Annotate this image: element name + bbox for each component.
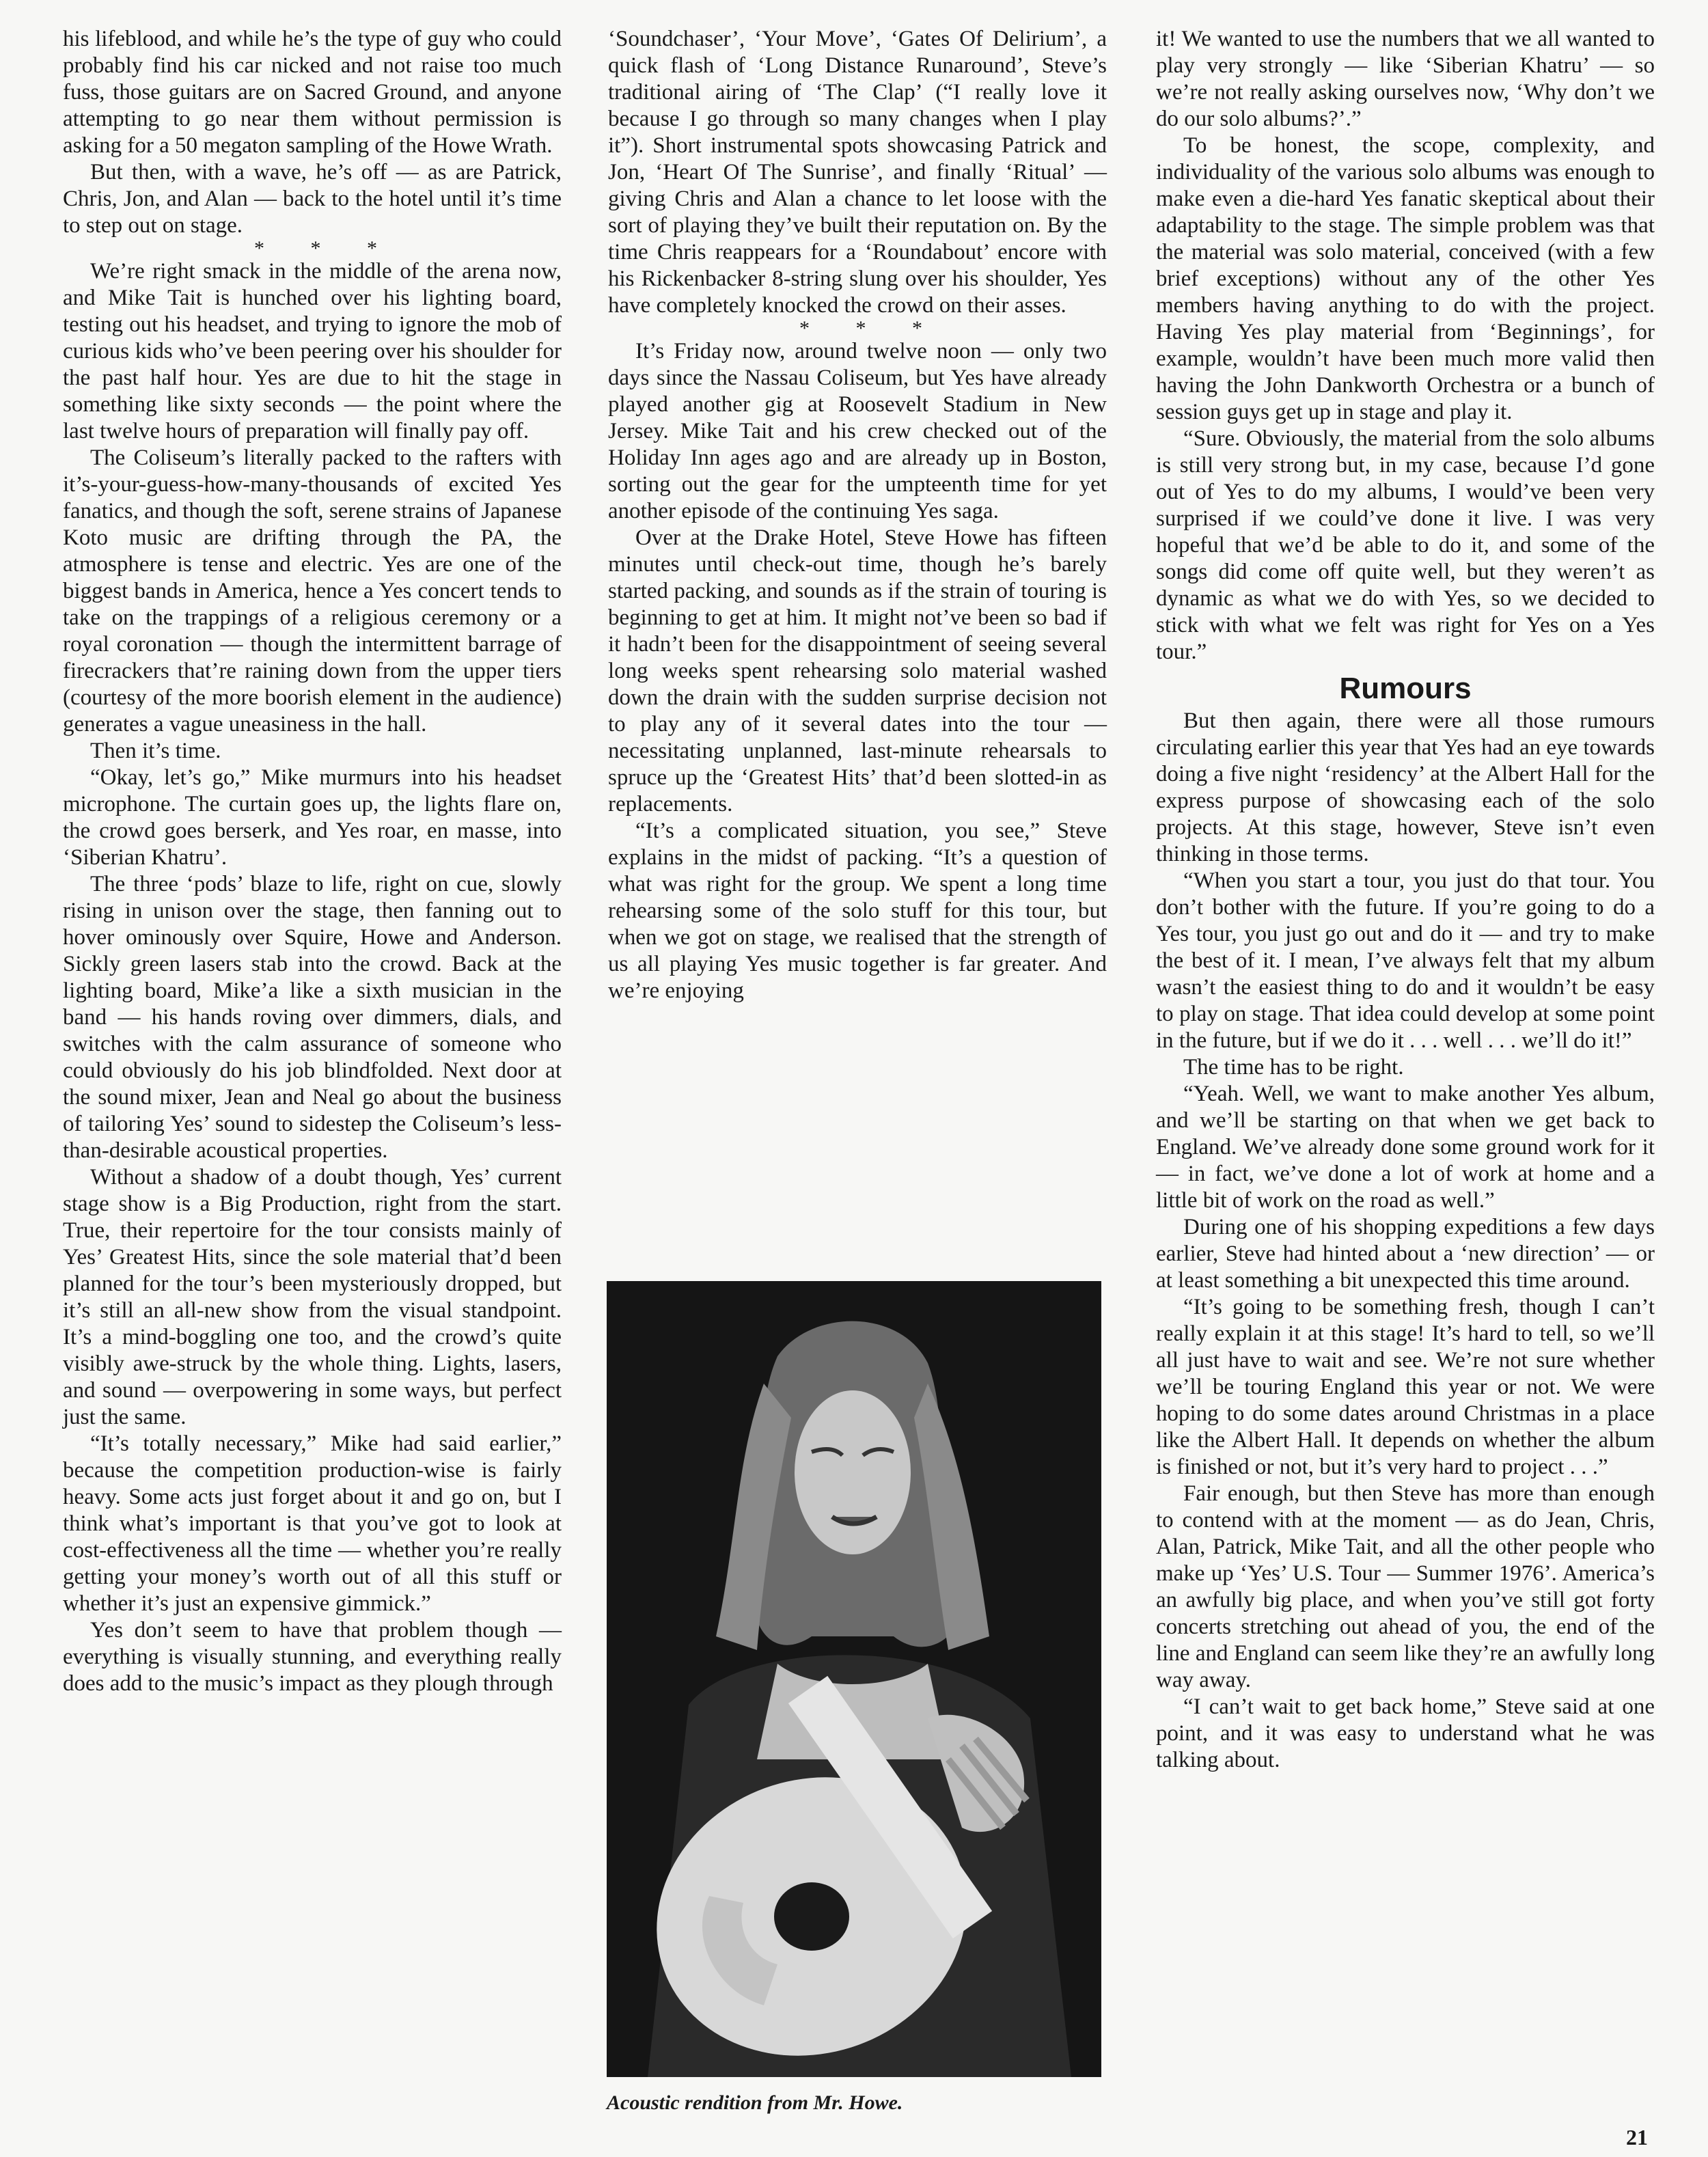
paragraph: But then again, there were all those rumours circulating earlier this year that Yes had an eye towards doing a five night ‘residency’ at the Albert Hall for the express purpose of showcasing each of the solo projects. At this stage, however, Steve isn’t even thinking in those terms. xyxy=(1156,709,1655,866)
paragraph: We’re right smack in the middle of the arena now, and Mike Tait is hunched over his lighting board, testing out his headset, and trying to ignore the mob of curious kids who’ve been peering over his shoulder for the past half hour. Yes are due to hit the stage in something like sixty seconds — the point where the last twelve hours of preparation will finally pay off. xyxy=(63,259,562,443)
paragraph: It’s Friday now, around twelve noon — only two days since the Nassau Coliseum, but Yes have already played another gig at Roosevelt Stadium in New Jersey. Mike Tait and his crew checked out of the Holiday Inn ages ago and are already up in Boston, sorting out the gear for the umpteenth time for yet another episode of the continuing Yes saga. xyxy=(608,339,1107,523)
paragraph: “It’s going to be something fresh, though I can’t really explain it at this stage! It’s hard to tell, so we’ll all just have to wait and see. We’re not sure whether we’ll be touring England this year or not. We were hoping to do some dates around Christmas in a place like the Albert Hall. It depends on whether the album is finished or not, but it’s very hard to project . . .” xyxy=(1156,1295,1655,1479)
paragraph: his lifeblood, and while he’s the type of guy who could probably find his car nicked and not raise too much fuss, those guitars are on Sacred Ground, and anyone attempting to go near them without permission is asking for a 50 megaton sampling of the Howe Wrath. xyxy=(63,27,562,158)
paragraph: “I can’t wait to get back home,” Steve said at one point, and it was easy to understand what he was talking about. xyxy=(1156,1694,1655,1772)
section-break: * * * xyxy=(799,317,943,340)
paragraph: “Yeah. Well, we want to make another Yes album, and we’ll be starting on that when we get back to England. We’ve already done some ground work for it — in fact, we’ve done a lot of work at home and a little bit of work on the road as well.” xyxy=(1156,1082,1655,1213)
paragraph: “Sure. Obviously, the material from the solo albums is still very strong but, in my case, because I’d gone out of Yes to do my albums, I would’ve been very surprised if we could’ve done it live. I was very hopeful that we’d be able to do it, and some of the songs did come off quite well, but they weren’t as dynamic as what we do with Yes, so we decided to stick with what we felt was right for Yes on a Yes tour.” xyxy=(1156,426,1655,664)
paragraph: “It’s a complicated situation, you see,” Steve explains in the midst of packing. “It’s a question of what was right for the group. We spent a long time rehearsing some of the solo stuff for this tour, but when we got on stage, we realised that the strength of us all playing Yes music together is far greater. And we’re enjoying xyxy=(608,819,1107,1003)
paragraph: To be honest, the scope, complexity, and individuality of the various solo albums was enough to make even a die-hard Yes fanatic skeptical about their adaptability to the stage. The simple problem was that the material was solo material, conceived (with a few brief exceptions) without any of the other Yes members having anything to do with the project. Having Yes play material from ‘Beginnings’, for example, wouldn’t have been much more valid then having the John Dankworth Orchestra or a bunch of session guys get up in stage and play it. xyxy=(1156,133,1655,424)
paragraph: The three ‘pods’ blaze to life, right on cue, slowly rising in unison over the stage, then fanning out to hover ominously over Squire, Howe and Anderson. Sickly green lasers stab into the crowd. Back at the lighting board, Mike’a like a sixth musician in the band — his hands roving over dimmers, dials, and switches with the calm assurance of someone who could obviously do his job blindfolded. Next door at the sound mixer, Jean and Neal go about the business of tailoring Yes’ sound to sidestep the Coliseum’s less-than-desirable acoustical properties. xyxy=(63,872,562,1163)
photo-caption: Acoustic rendition from Mr. Howe. xyxy=(607,2091,903,2114)
article-column-1 xyxy=(63,26,562,1697)
section-break: * * * xyxy=(254,237,398,260)
guitarist-photo xyxy=(607,1281,1101,2077)
paragraph: The time has to be right. xyxy=(1183,1055,1404,1080)
paragraph: Fair enough, but then Steve has more than enough to contend with at the moment — as do Jean, Chris, Alan, Patrick, Mike Tait, and all the other people who make up ‘Yes’ U.S. Tour — Summer 1976’. America’s an awfully big place, and when you’ve still got forty concerts stretching out ahead of you, the end of the line and England can seem like they’re an awfully long way away. xyxy=(1156,1481,1655,1692)
paragraph: Without a shadow of a doubt though, Yes’ current stage show is a Big Production, right from the start. True, their repertoire for the tour consists mainly of Yes’ Greatest Hits, since the sole material that’d been planned for the tour’s been mysteriously dropped, but it’s still an all-new show from the visual standpoint. It’s a mind-boggling one too, and the crowd’s quite visibly awe-struck by the whole thing. Lights, lasers, and sound — overpowering in some ways, but perfect just the same. xyxy=(63,1165,562,1429)
section-heading: Rumours xyxy=(1339,672,1472,705)
paragraph: “It’s totally necessary,” Mike had said earlier,” because the competition production-wise is fairly heavy. Some acts just forget about it and go on, but I think what’s important is that you’ve got to look at cost-effectiveness all the time — whether you’re really getting your money’s worth out of all this stuff or whether it’s just an expensive gimmick.” xyxy=(63,1431,562,1616)
paragraph: it! We wanted to use the numbers that we all wanted to play very strongly — like ‘Siberian Khatru’ — so we’re not really asking ourselves now, ‘Why don’t we do our solo albums?’.” xyxy=(1156,27,1655,131)
paragraph: Yes don’t seem to have that problem though — everything is visually stunning, and everything really does add to the music’s impact as they plough through xyxy=(63,1618,562,1696)
paragraph: ‘Soundchaser’, ‘Your Move’, ‘Gates Of Delirium’, a quick flash of ‘Long Distance Runaround’, Steve’s traditional airing of ‘The Clap’ (“I really love it because I go through so many changes when I play it”). Short instrumental spots showcasing Patrick and Jon, ‘Heart Of The Sunrise’, and finally ‘Ritual’ — giving Chris and Alan a chance to let loose with the sort of playing they’ve built their reputation on. By the time Chris reappears for a ‘Roundabout’ encore with his Rickenbacker 8-string slung over his shoulder, Yes have completely knocked the crowd on their asses. xyxy=(608,27,1107,318)
page-number: 21 xyxy=(1626,2125,1648,2149)
paragraph: Then it’s time. xyxy=(90,739,221,763)
paragraph: “Okay, let’s go,” Mike murmurs into his headset microphone. The curtain goes up, the lights flare on, the crowd goes berserk, and Yes roar, en masse, into ‘Siberian Khatru’. xyxy=(63,765,562,870)
paragraph: But then, with a wave, he’s off — as are Patrick, Chris, Jon, and Alan — back to the hotel until it’s time to step out on stage. xyxy=(63,160,562,238)
photo-illustration xyxy=(607,1281,1101,2077)
article-column-3 xyxy=(1156,26,1655,1774)
paragraph: The Coliseum’s literally packed to the rafters with it’s-your-guess-how-many-thousands of excited Yes fanatics, and though the soft, serene strains of Japanese Koto music are drifting through the PA, the atmosphere is tense and electric. Yes are one of the biggest bands in America, hence a Yes concert tends to take on the trappings of a religious ceremony or a royal coronation — though the intermittent barrage of firecrackers that’re raining down from the upper tiers (courtesy of the more boorish element in the audience) generates a vague uneasiness in the hall. xyxy=(63,445,562,737)
paragraph: During one of his shopping expeditions a few days earlier, Steve had hinted about a ‘new direction’ — or at least something a bit unexpected this time around. xyxy=(1156,1215,1655,1293)
paragraph: “When you start a tour, you just do that tour. You don’t bother with the future. If you’re going to do a Yes tour, you just go out and do it — and try to make the best of it. I mean, I’ve always felt that my album wasn’t the easiest thing to do and it wouldn’t be easy to play on stage. That idea could develop at some point in the future, but if we do it . . . well . . . we’ll do it!” xyxy=(1156,868,1655,1053)
paragraph: Over at the Drake Hotel, Steve Howe has fifteen minutes until check-out time, though he’s barely started packing, and sounds as if the strain of touring is beginning to get at him. It might not’ve been so bad if it hadn’t been for the disappointment of seeing several long weeks spent rehearsing solo material washed down the drain with the sudden surprise decision not to play any of it several dates into the tour — necessitating unplanned, last-minute rehearsals to spruce up the ‘Greatest Hits’ that’d been slotted-in as replacements. xyxy=(608,525,1107,816)
article-column-2 xyxy=(608,26,1107,1004)
